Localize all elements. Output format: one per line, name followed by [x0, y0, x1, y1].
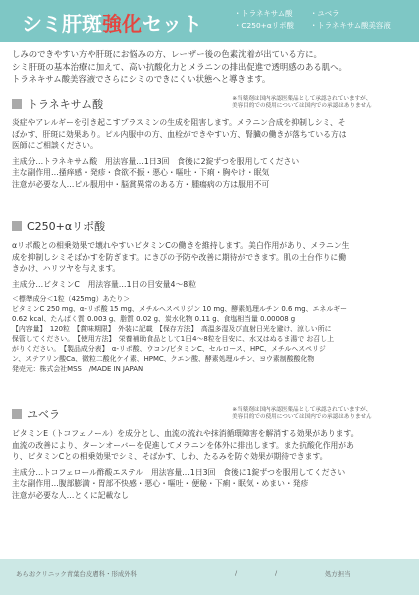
- standard-line: 0.62 kcal、たんぱく質 0.003 g、脂質 0.02 g、炭水化物 0.11 g、食塩相当量 0.00008 g: [12, 315, 296, 323]
- usage-line: 主成分…ビタミンC 用法容量…1日の目安量4〜8粒: [12, 279, 197, 289]
- detail-line: 主な副作用…掻痒感・発疹・食欲不振・悪心・嘔吐・下痢・胸やけ・眠気: [12, 168, 270, 177]
- intro-line: シミ肝斑の基本治療に加えて、高い抗酸化力とメラニンの排出促進で透明感のある肌へ。: [12, 61, 347, 72]
- drug-list: [234, 8, 391, 32]
- title-end: セット: [142, 12, 202, 36]
- standard-line: ビタミンC 250 mg、α-リポ酸 15 mg、メチルヘスペリジン 10 mg、酵素処理ルチン 0.6 mg、エネルギー: [12, 305, 347, 313]
- desc-line: 炎症やアレルギーを引き起こすプラスミンの生成を阻害します。メラニン合成を抑制しシミ、そ: [12, 118, 346, 127]
- desc-line: 成を抑制しシミそばかすを防ぎます。にきびの予防や改善に期待ができます。肌の土台作りに働: [12, 252, 347, 262]
- footer-separator: /: [275, 569, 278, 577]
- standard-line: 発売元：株式会社MSS /MADE IN JAPAN: [12, 365, 144, 373]
- header-band: [0, 0, 419, 42]
- section-title: ユベラ: [27, 408, 60, 421]
- detail-line: 注意が必要な人…とくに記載なし: [12, 490, 129, 500]
- section-marker: [12, 409, 22, 419]
- standard-line: 保管してください。 【使用方法】 栄養補助食品として1日4〜8粒を目安に、水又はぬるま湯で お召し上: [12, 335, 334, 343]
- standard-line: 【内容量】 120粒 【賞味期限】 外装に記載 【保存方法】 高温多湿及び直射日光を避け、涼しい所に: [12, 325, 332, 333]
- desc-line: 血流の改善により、ターンオーバーを促進してメラニンを体外に排出します。また抗酸化作用があ: [12, 440, 354, 450]
- desc-line: αリポ酸との相乗効果で壊れやすいビタミンCの働きを維持します。美白作用があり、メラニン生: [12, 241, 350, 250]
- drug-item: ・トラネキサム酸: [234, 9, 293, 18]
- intro-line: しみのできやすい方や肝斑にお悩みの方、レーザー後の色素沈着が出ている方に。: [12, 49, 322, 59]
- page-title: [22, 8, 202, 37]
- detail-line: 主成分…トラネキサム酸 用法容量…1日3回 食後に2錠ずつを服用してください: [12, 156, 300, 166]
- title-accent: 強化: [102, 12, 142, 36]
- standard-line: ン、ステアリン酸Ca、微粒二酸化ケイ素、HPMC、クエン酸、酵素処理ルチン、ヨウ素制酸酸化物: [12, 355, 315, 363]
- approval-note: [232, 96, 372, 110]
- desc-line: 医師にご相談ください。: [12, 141, 98, 150]
- section-body-c250: [12, 240, 410, 374]
- detail-line: 主な副作用…腹部膨満・胃部不快感・悪心・嘔吐・便秘・下痢・眠気・めまい・発疹: [12, 479, 309, 488]
- detail-line: 注意が必要な人…ピル服用中・脳賞異常のある方・腫瘍病の方は服用不可: [12, 179, 270, 189]
- intro-line: トラネキサム酸美容液でさらにシミのできにくい状態へと導きます。: [12, 74, 271, 84]
- desc-line: り、ビタミンCとの相乗効果でシミ、そばかす、しわ、たるみを防ぐ効果が期待できます。: [12, 452, 328, 461]
- drug-item: ・トラネキサム酸美容液: [310, 21, 391, 30]
- drug-item: ・ユベラ: [310, 9, 340, 18]
- standard-title: ＜標準成分＜1粒（425mg）あたり＞: [12, 295, 131, 303]
- note-line: ※当薬剤は国内承認医薬品として承認されていますが、: [232, 96, 372, 102]
- approval-note: [232, 407, 372, 421]
- drug-item: ・C250+αリポ酸: [234, 21, 294, 30]
- note-line: ※当薬剤は国内承認医薬品として承認されていますが、: [232, 407, 372, 413]
- section-marker: [12, 99, 22, 109]
- detail-line: 主成分…トコフェロール酢酸エステル 用法容量…1日3回 食後に1錠ずつを服用してください: [12, 467, 346, 477]
- desc-line: きかけ、ハリツヤを与えます。: [12, 264, 121, 273]
- note-line: 美容目的での使用については国内での承認はありません: [232, 103, 372, 109]
- title-main: シミ肝斑: [22, 12, 102, 36]
- standard-line: がりください。 【製品成分表】 α-リポ酸、ウコン/ビタミンC、セルロース、HPC、メチルヘスペリジ: [12, 345, 326, 353]
- desc-line: ばかす、肝斑に効果あり。ピル内服中の方、血栓ができやすい方、腎臓の働きが落ちている方は: [12, 129, 347, 139]
- note-line: 美容目的での使用については国内での承認はありません: [232, 414, 372, 420]
- prescriber-label: 処方担当: [325, 570, 351, 578]
- clinic-name: あらおクリニック青葉台皮膚科・形成外科: [16, 570, 138, 578]
- section-title: C250+αリポ酸: [27, 220, 106, 233]
- intro-text: [12, 48, 410, 86]
- footer-separator: /: [235, 569, 238, 577]
- footer-band: [0, 559, 419, 595]
- section-body-tranexamic: [12, 117, 410, 190]
- desc-line: ビタミンE（トコフェノール）を成分とし、血流の流れや抹消循環障害を解消する効果があります。: [12, 429, 359, 438]
- section-body-yubera: [12, 428, 410, 501]
- section-marker: [12, 221, 22, 231]
- section-title: トラネキサム酸: [27, 98, 104, 111]
